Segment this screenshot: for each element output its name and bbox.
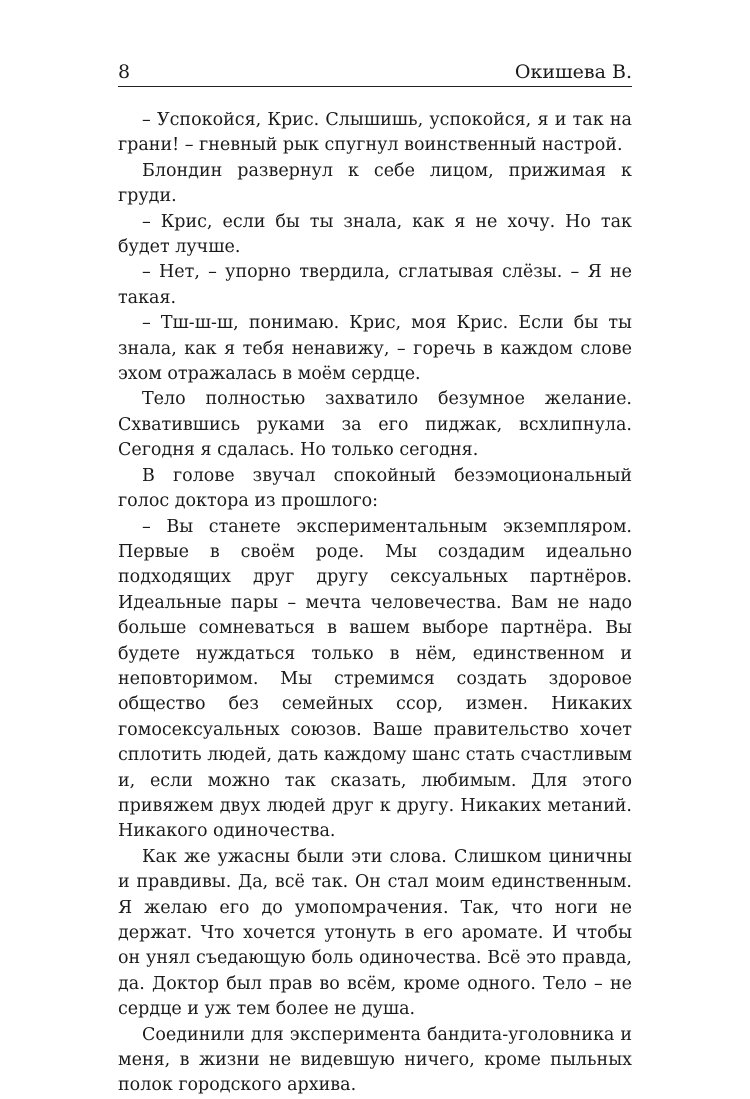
paragraph: Блондин развернул к себе лицом, прижимая к груди. — [118, 160, 632, 207]
running-header — [118, 54, 632, 84]
paragraph: В голове звучал спокойный безэмоциональный голос доктора из прошлого: — [118, 465, 632, 512]
body-text — [118, 108, 632, 1099]
paragraph: Соединили для эксперимента бандита-уголовника и меня, в жизни не видевшую ничего, кроме пыльных полок городского архива. — [118, 1024, 632, 1096]
paragraph: Как же ужасны были эти слова. Слишком циничны и правдивы. Да, всё так. Он стал моим единственным. Я желаю его до умопомрачения. Так, что ноги не держат. Что хочется утонуть в его аромате. И чтобы он унял съедающую боль одиночества. Всё это правда, да. Доктор был прав во всём, кроме одного. Тело – не сердце и уж тем более не душа. — [118, 846, 632, 1020]
paragraph: – Успокойся, Крис. Слышишь, успокойся, я и так на грани! – гневный рык спугнул воинственный настрой. — [118, 110, 632, 156]
paragraph: Тело полностью захватило безумное желание. Схватившись руками за его пиджак, всхлипнула. Сегодня я сдалась. Но только сегодня. — [118, 389, 632, 461]
page-number: 8 — [118, 61, 131, 83]
running-title: Окишева В. — [514, 61, 632, 83]
paragraph: – Крис, если бы ты знала, как я не хочу. Но так будет лучше. — [118, 211, 632, 258]
paragraph: – Нет, – упорно твердила, сглатывая слёзы. – Я не такая. — [118, 262, 632, 308]
header-rule — [118, 86, 632, 87]
paragraph: – Вы станете экспериментальным экземпляром. Первые в своём роде. Мы создадим идеально подходящих друг другу сексуальных партнёров. Идеальные пары – мечта человечества. Вам не надо больше сомневаться в вашем выборе партнёра. Вы будете нуждаться только в нём, единственном и неповторимом. Мы стремимся создать здоровое общество без семейных ссор, измен. Никаких гомосексуальных союзов. Ваше правительство хочет сплотить людей, дать каждому шанс стать счастливым и, если можно так сказать, любимым. Для этого привяжем двух людей друг к другу. Никаких метаний. Никакого одиночества. — [118, 516, 632, 842]
paragraph: – Тш-ш-ш, понимаю. Крис, моя Крис. Если бы ты знала, как я тебя ненавижу, – горечь в каждом слове эхом отражалась в моём сердце. — [118, 313, 632, 385]
